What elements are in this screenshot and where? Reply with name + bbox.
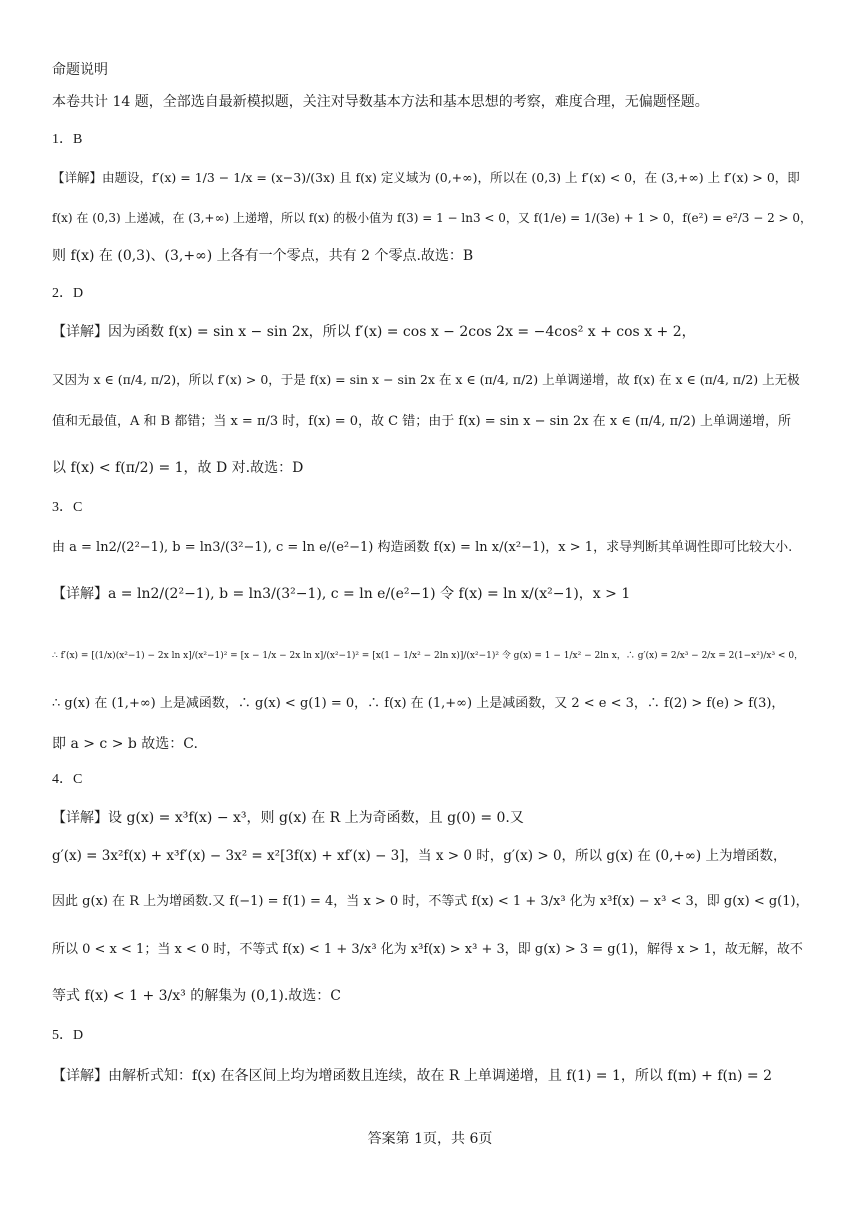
answer-line: g′(x) = 3x²f(x) + x³f′(x) − 3x² = x²[3f(x) + xf′(x) − 3]，当 x > 0 时，g′(x) > 0，所以 g(x) 在 (0,+∞) 上为增函数， [52, 848, 787, 864]
answer-line: 则 f(x) 在 (0,3)、(3,+∞) 上各有一个零点，共有 2 个零点.故选：B [52, 248, 474, 264]
answer-number: 4．C [52, 772, 83, 787]
answer-number: 1．B [52, 132, 83, 147]
page-title: 命题说明 [52, 62, 108, 78]
answer-line: f(x) 在 (0,3) 上递减，在 (3,+∞) 上递增，所以 f(x) 的极小值为 f(3) = 1 − ln3 < 0，又 f(1/e) = 1/(3e) + 1 > 0，f(e²) = e²/3 − 2 > 0， [52, 211, 813, 225]
answer-line: 又因为 x ∈ (π/4, π/2)，所以 f′(x) > 0，于是 f(x) = sin x − sin 2x 在 x ∈ (π/4, π/2) 上单调递增，故 f(x) 在 x ∈ (π/4, π/2) 上无极 [52, 372, 800, 387]
answer-line: 【详解】由题设，f′(x) = 1/3 − 1/x = (x−3)/(3x) 且 f(x) 定义域为 (0,+∞)，所以在 (0,3) 上 f′(x) < 0，在 (3,+∞) 上 f′(x) > 0，即 [52, 170, 800, 185]
answer-line: 因此 g(x) 在 R 上为增函数.又 f(−1) = f(1) = 4，当 x > 0 时，不等式 f(x) < 1 + 3/x³ 化为 x³f(x) − x³ < 3，即 g(x) < g(1)， [52, 894, 809, 909]
answer-line: 由 a = ln2/(2²−1), b = ln3/(3²−1), c = ln e/(e²−1) 构造函数 f(x) = ln x/(x²−1)，x > 1，求导判断其单调性即可比较大小. [52, 540, 793, 555]
answer-line: 值和无最值，A 和 B 都错；当 x = π/3 时，f(x) = 0，故 C 错；由于 f(x) = sin x − sin 2x 在 x ∈ (π/4, π/2) 上单调递增，所 [52, 414, 791, 429]
answer-line: 等式 f(x) < 1 + 3/x³ 的解集为 (0,1).故选：C [52, 988, 342, 1004]
answer-line: 【详解】设 g(x) = x³f(x) − x³，则 g(x) 在 R 上为奇函数，且 g(0) = 0.又 [52, 810, 524, 826]
answer-line: ∴ f′(x) = [(1/x)(x²−1) − 2x ln x]/(x²−1)² = [x − 1/x − 2x ln x]/(x²−1)² = [x(1 − 1/x² − 2ln x)]/(x²−1)² 令 g(x) = 1 − 1/x² − 2ln x，∴ g′(x) = 2/x³ − 2/x = 2(1−x²)/x³ < 0， [52, 651, 804, 661]
answer-line: 即 a > c > b 故选：C. [52, 736, 198, 752]
answer-line: 【详解】a = ln2/(2²−1), b = ln3/(3²−1), c = ln e/(e²−1) 令 f(x) = ln x/(x²−1)，x > 1 [52, 586, 631, 602]
answer-line: ∴ g(x) 在 (1,+∞) 上是减函数，∴ g(x) < g(1) = 0，∴ f(x) 在 (1,+∞) 上是减函数，又 2 < e < 3，∴ f(2) > f(e) > f(3)， [52, 696, 785, 711]
answer-number: 5．D [52, 1028, 84, 1043]
answer-line: 所以 0 < x < 1；当 x < 0 时，不等式 f(x) < 1 + 3/x³ 化为 x³f(x) > x³ + 3，即 g(x) > 3 = g(1)，解得 x > 1，故无解，故不 [52, 942, 803, 957]
answer-line: 以 f(x) < f(π/2) = 1，故 D 对.故选：D [52, 460, 304, 476]
answer-number: 3．C [52, 500, 83, 515]
answer-line: 【详解】因为函数 f(x) = sin x − sin 2x，所以 f′(x) = cos x − 2cos 2x = −4cos² x + cos x + 2， [52, 324, 696, 340]
answer-line: 【详解】由解析式知：f(x) 在各区间上均为增函数且连续，故在 R 上单调递增，且 f(1) = 1，所以 f(m) + f(n) = 2 [52, 1068, 773, 1084]
page-footer: 答案第 1页，共 6页 [367, 1131, 493, 1147]
intro-paragraph: 本卷共计 14 题，全部选自最新模拟题，关注对导数基本方法和基本思想的考察，难度合理，无偏题怪题。 [52, 94, 709, 110]
answer-number: 2．D [52, 286, 84, 301]
